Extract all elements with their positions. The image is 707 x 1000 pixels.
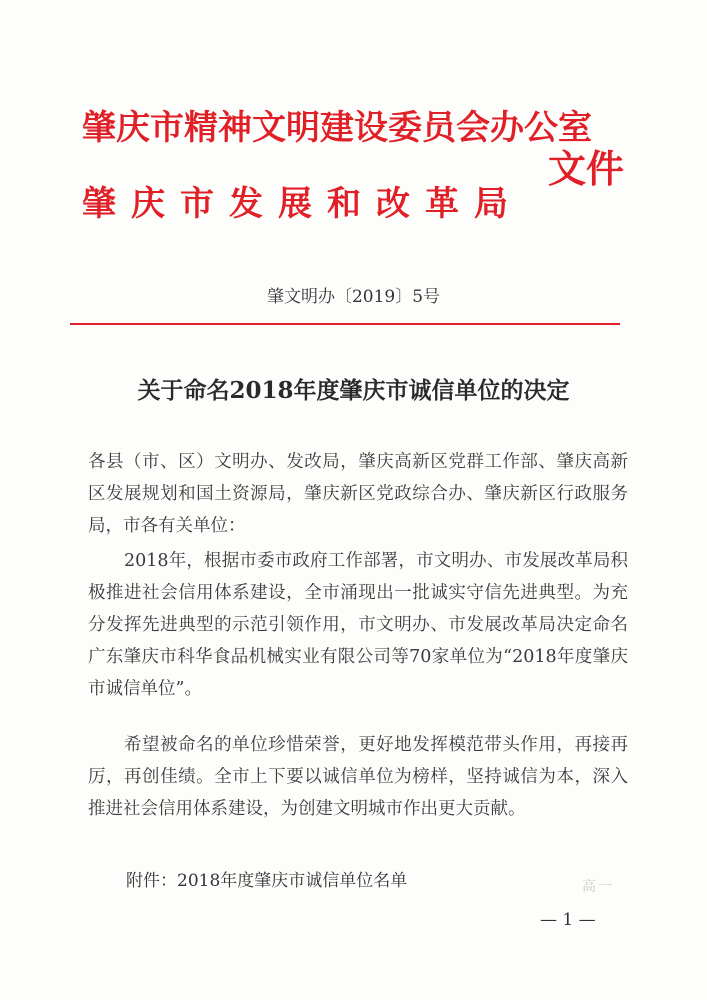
- body-paragraph-1: 2018年，根据市委市政府工作部署，市文明办、市发展改革局积极推进社会信用体系建设，全市涌现出一批诚实守信先进典型。为充分发挥先进典型的示范引领作用，市文明办、市发展改革局决定命名广东肇庆市科华食品机械实业有限公司等70家单位为“2018年度肇庆市诚信单位”。: [88, 551, 628, 699]
- letterhead-org-line-2: 肇庆市发展和改革局: [82, 184, 523, 224]
- letterhead-suffix: 文件: [548, 146, 625, 191]
- page-number: — 1 —: [540, 910, 596, 930]
- letterhead-org-line-1: 肇庆市精神文明建设委员会办公室: [82, 108, 592, 148]
- document-number: 肇文明办〔2019〕5号: [266, 287, 441, 307]
- attachment-line: 附件：2018年度肇庆市诚信单位名单: [126, 871, 408, 891]
- addressee-paragraph: 各县（市、区）文明办、发改局，肇庆高新区党群工作部、肇庆高新区发展规划和国土资源局，肇庆新区党政综合办、肇庆新区行政服务局，市各有关单位：: [88, 452, 628, 536]
- document-title: 关于命名2018年度肇庆市诚信单位的决定: [137, 377, 570, 404]
- red-divider: [70, 323, 620, 325]
- faint-bleedthrough-text: 高一: [582, 879, 614, 895]
- body-paragraph-2: 希望被命名的单位珍惜荣誉，更好地发挥模范带头作用，再接再厉，再创佳绩。全市上下要以诚信单位为榜样，坚持诚信为本，深入推进社会信用体系建设，为创建文明城市作出更大贡献。: [88, 735, 628, 819]
